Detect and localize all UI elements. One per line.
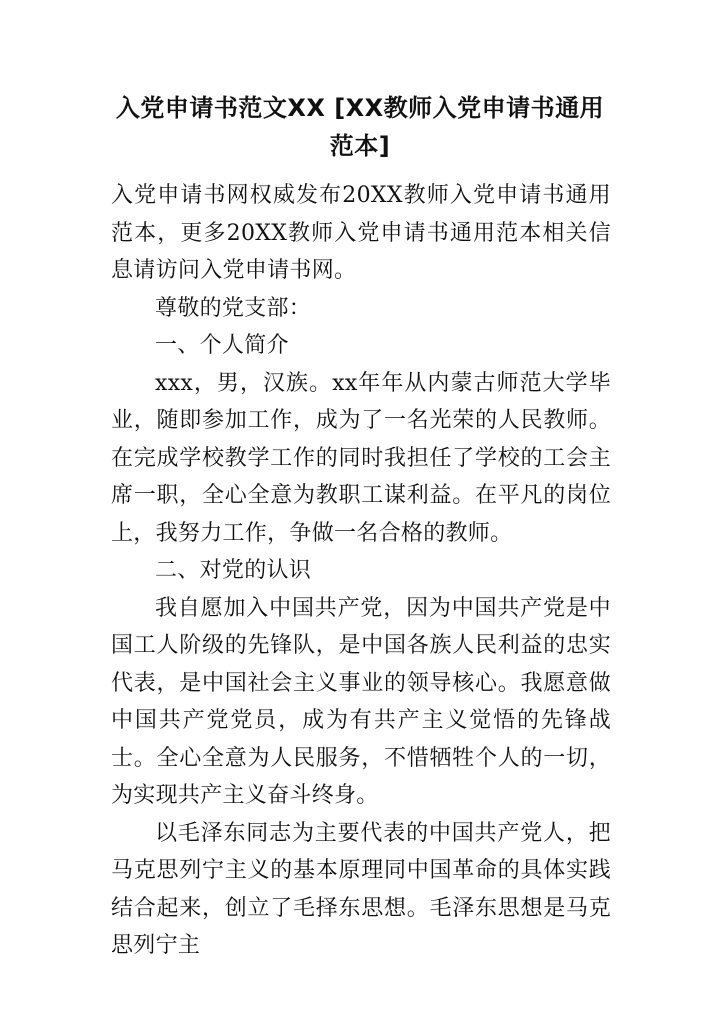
- personal-profile-paragraph: xxx，男，汉族。xx年年从内蒙古师范大学毕业，随即参加工作，成为了一名光荣的人民教师。在完成学校教学工作的同时我担任了学校的工会主席一职，全心全意为教职工谋利益。在平凡的岗位上，我努力工作，争做一名合格的教师。: [111, 370, 611, 546]
- mao-zedong-thought-paragraph: 以毛泽东同志为主要代表的中国共产党人，把马克思列宁主义的基本原理同中国革命的具体实践结合起来，创立了毛择东思想。毛泽东思想是马克思列宁主: [111, 820, 611, 958]
- document-body: [111, 177, 611, 965]
- intro-paragraph: 入党申请书网权威发布20XX教师入党申请书通用范本，更多20XX教师入党申请书通用范本相关信息请访问入党申请书网。: [111, 183, 611, 283]
- document-title: 入党申请书范文XX [XX教师入党申请书通用范本]: [115, 94, 605, 160]
- party-understanding-paragraph: 我自愿加入中国共产党，因为中国共产党是中国工人阶级的先锋队，是中国各族人民利益的忠实代表，是中国社会主义事业的领导核心。我愿意做中国共产党党员，成为有共产主义觉悟的先锋战士。全心全意为人民服务，不惜牺牲个人的一切，为实现共产主义奋斗终身。: [111, 595, 611, 808]
- section-heading-personal-profile: 一、个人简介: [155, 333, 289, 358]
- salutation: 尊敬的党支部：: [155, 295, 312, 321]
- section-heading-party-understanding: 二、对党的认识: [155, 558, 312, 583]
